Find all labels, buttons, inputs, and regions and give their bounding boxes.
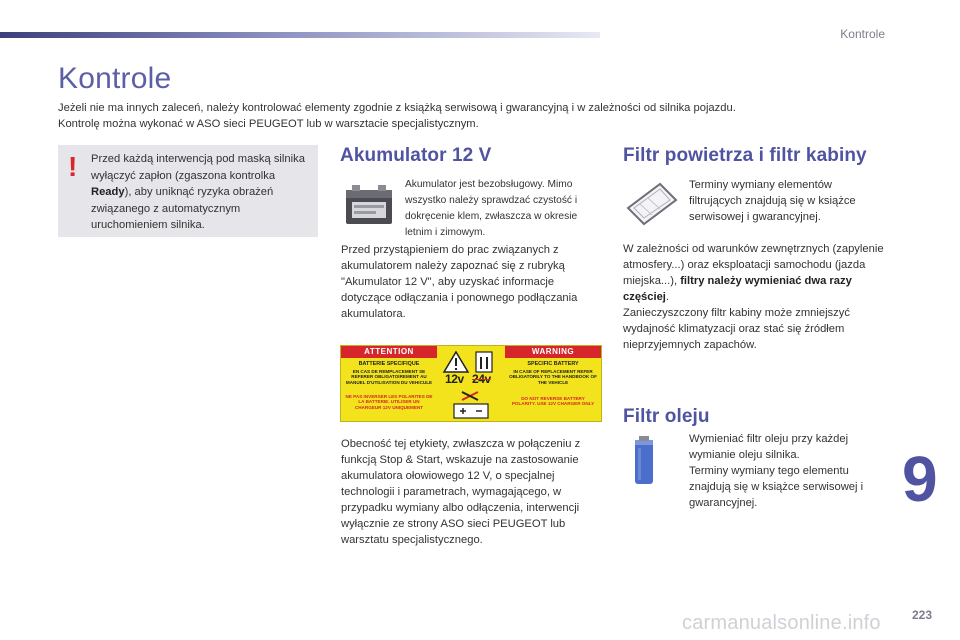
oil-filter-note-1: Wymieniać filtr oleju przy każdej wymianie oleju silnika. xyxy=(689,433,849,461)
label-fr-title: BATTERIE SPECIFIQUE xyxy=(358,361,420,367)
label-en-title: SPECIFIC BATTERY xyxy=(527,361,579,367)
oil-filter-note-2: Terminy wymiany tego elementu znajdują się w książce serwisowej i gwarancyjnej. xyxy=(689,465,864,509)
label-en-bottom: DO NOT REVERSE BATTERY POLARITY. USE 12V CHARGER ONLY xyxy=(511,396,595,407)
warning-box xyxy=(58,145,318,237)
battery-warning-label xyxy=(340,345,602,422)
cabin-filter-text: W zależności od warunków zewnętrznych (zapylenie atmosfery...) oraz eksploatacji samochodu (jazda miejska...), filtry należy wymieniać dwa razy częściej. Zanieczyszczony filtr kabiny może zmniejszyć wydajność klimatyzacji oraz stać się źródłem nieprzyjemnych zapachów. xyxy=(623,243,884,351)
page-number: 223 xyxy=(912,608,933,622)
oil-filter-note xyxy=(689,431,889,511)
warning-exclamation-icon: ! xyxy=(68,151,78,182)
battery-icon-note: Akumulator jest bezobsługowy. Mimo wszystko należy sprawdzać czystość i dokręcenie klem, zwłaszcza w okresie letnim i zimowym. xyxy=(405,179,578,238)
label-24v: 24v xyxy=(472,372,491,386)
label-fr-bottom: NE PAS INVERSER LES POLARITES DE LA BATTERIE. UTILISER UN CHARGEUR 12V UNIQUEMENT xyxy=(345,394,433,410)
cabin-filter-heading: Filtr powietrza i filtr kabiny xyxy=(623,145,867,166)
air-filter-icon xyxy=(624,178,680,228)
header-gradient-bar xyxy=(0,32,600,38)
watermark: carmanualsonline.info xyxy=(682,612,881,634)
page-title: Kontrole xyxy=(58,62,172,95)
header-section-label: Kontrole xyxy=(840,27,885,41)
battery-heading: Akumulator 12 V xyxy=(340,145,492,166)
cabin-filter-bold: filtry należy wymieniać dwa razy częściej xyxy=(623,275,852,303)
label-en-text: IN CASE OF REPLACEMENT REFER OBLIGATORILY TO THE HANDBOOK OF THE VEHICLE xyxy=(509,369,597,385)
oil-filter-heading: Filtr oleju xyxy=(623,406,710,427)
cabin-filter-icon-note: Terminy wymiany elementów filtrujących znajdują się w książce serwisowej i gwarancyjnej. xyxy=(689,179,856,223)
warning-bold-ready: Ready xyxy=(91,186,125,198)
intro-line-2: Kontrolę można wykonać w ASO sieci PEUGEOT lub w warsztacie specjalistycznym. xyxy=(58,118,479,130)
intro-text xyxy=(58,100,736,132)
battery-icon xyxy=(342,180,396,228)
oil-filter-icon xyxy=(632,436,656,486)
label-fr-text: EN CAS DE REMPLACEMENT SE REFERER OBLIGATOIREMENT AU MANUEL D'UTILISATION DU VEHICULE xyxy=(345,369,433,385)
battery-presence-text: Obecność tej etykiety, zwłaszcza w połączeniu z funkcją Stop & Start, wskazuje na zastosowanie akumulatora ołowiowego 12 V, o specjalnej technologii i parametrach, wymagającego, w przypadku wymiany albo odłączenia, interwencji wyłącznie ze strony ASO sieci PEUGEOT lub warsztatu specjalistycznego. xyxy=(341,438,581,546)
battery-before-work-text: Przed przystąpieniem do prac związanych z akumulatorem należy zapoznać się z rubryką "Akumulator 12 V", aby uzyskać informacje dotyczące odłączania i ponownego podłączania akumulatora. xyxy=(341,244,578,320)
label-attention: ATTENTION xyxy=(341,346,437,358)
warning-text: Przed każdą interwencją pod maską silnika wyłączyć zapłon (zgaszona kontrolka Ready), aby uniknąć ryzyka obrażeń związanego z automatycznym uruchomieniem silnika. xyxy=(91,153,305,231)
intro-line-1: Jeżeli nie ma innych zaleceń, należy kontrolować elementy zgodnie z książką serwisową i gwarancyjną i w zależności od silnika pojazdu. xyxy=(58,102,736,114)
cabin-filter-extra: Zanieczyszczony filtr kabiny może zmniejszyć wydajność klimatyzacji oraz stać się źródłem nieprzyjemnych zapachów. xyxy=(623,307,850,351)
label-warning: WARNING xyxy=(505,346,601,358)
chapter-number: 9 xyxy=(902,443,938,515)
label-12v: 12v xyxy=(445,372,464,386)
